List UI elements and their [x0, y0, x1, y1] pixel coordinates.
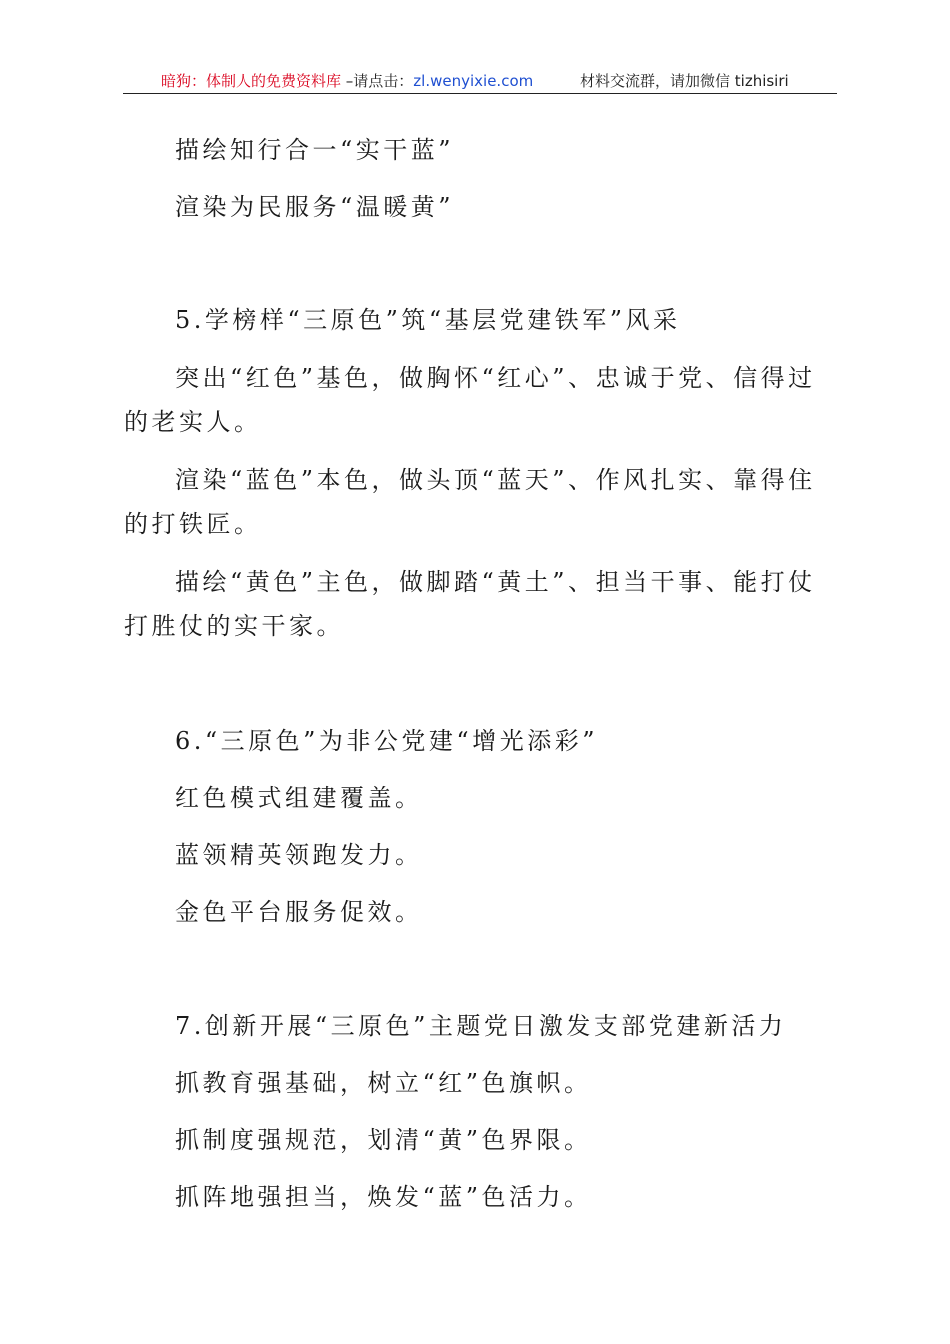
body-line-2: 渲染为民服务“温暖黄”	[175, 193, 455, 221]
page-header	[123, 70, 837, 94]
body-line-7: 描绘“黄色”主色，做脚踏“黄土”、担当干事、能打仗	[175, 568, 816, 596]
body-line-4: 的老实人。	[124, 408, 262, 436]
section-heading-6: 6.“三原色”为非公党建“增光添彩”	[175, 727, 598, 755]
body-line-10: 蓝领精英领跑发力。	[175, 841, 423, 869]
header-left	[161, 70, 533, 92]
section-heading-5: 5.学榜样“三原色”筑“基层党建铁军”风采	[175, 306, 681, 334]
body-line-3: 突出“红色”基色，做胸怀“红心”、忠诚于党、信得过	[175, 364, 816, 392]
header-link[interactable]: zl.wenyixie.com	[413, 72, 534, 90]
body-line-9: 红色模式组建覆盖。	[175, 784, 423, 812]
body-line-5: 渲染“蓝色”本色，做头顶“蓝天”、作风扎实、靠得住	[175, 466, 816, 494]
body-line-1: 描绘知行合一“实干蓝”	[175, 136, 455, 164]
body-line-6: 的打铁匠。	[124, 510, 262, 538]
header-prompt: –请点击：	[341, 72, 414, 90]
body-line-12: 抓教育强基础，树立“红”色旗帜。	[175, 1069, 592, 1097]
body-line-13: 抓制度强规范，划清“黄”色界限。	[175, 1126, 592, 1154]
body-line-11: 金色平台服务促效。	[175, 898, 423, 926]
header-right-text: 材料交流群，请加微信 tizhisiri	[580, 72, 789, 90]
section-heading-7: 7.创新开展“三原色”主题党日激发支部党建新活力	[175, 1012, 787, 1040]
header-site-name: 暗狗：体制人的免费资料库	[161, 72, 342, 90]
body-line-8: 打胜仗的实干家。	[124, 612, 344, 640]
body-line-14: 抓阵地强担当，焕发“蓝”色活力。	[175, 1183, 592, 1211]
